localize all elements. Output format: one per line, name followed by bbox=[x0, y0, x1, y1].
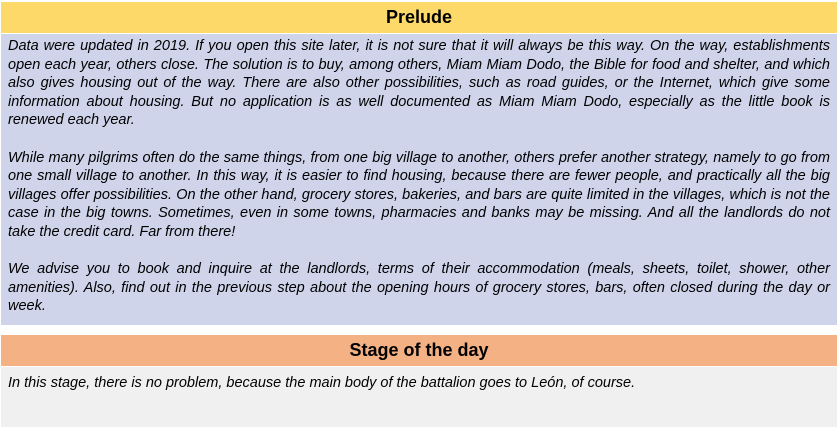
stage-text: In this stage, there is no problem, because the main body of the battalion goes to León, of course. bbox=[8, 375, 636, 391]
prelude-body bbox=[1, 34, 837, 325]
stage-title: Stage of the day bbox=[349, 340, 489, 360]
prelude-paragraph-3: We advise you to book and inquire at the landlords, terms of their accommodation (meals, sheets, toilet, shower, other amenities). Also, find out in the previous step about the opening hours of grocery stores, bars, often closed during the day or week. bbox=[8, 261, 830, 315]
prelude-paragraph-1: Data were updated in 2019. If you open this site later, it is not sure that it will always be this way. On the way, establishments open each year, others close. The solution is to buy, among others, Miam Miam Dodo, the Bible for food and shelter, and which also gives housing out of the way. There are also other possibilities, such as road guides, or the Internet, which give some information about housing. But no application is as well documented as Miam Miam Dodo, especially as the little book is renewed each year. bbox=[8, 38, 830, 129]
stage-body bbox=[1, 367, 837, 427]
stage-header bbox=[1, 335, 837, 366]
prelude-header bbox=[1, 2, 837, 33]
prelude-paragraph-2: While many pilgrims often do the same things, from one big village to another, others prefer another strategy, namely to go from one small village to another. In this way, it is easier to find housing, because there are fewer people, and practically all the big villages offer possibilities. On the other hand, grocery stores, bakeries, and bars are quite limited in the villages, which is not the case in the big towns. Sometimes, even in some towns, pharmacies and banks may be missing. And all the landlords do not take the credit card. Far from there! bbox=[8, 149, 830, 240]
prelude-title: Prelude bbox=[385, 7, 453, 27]
